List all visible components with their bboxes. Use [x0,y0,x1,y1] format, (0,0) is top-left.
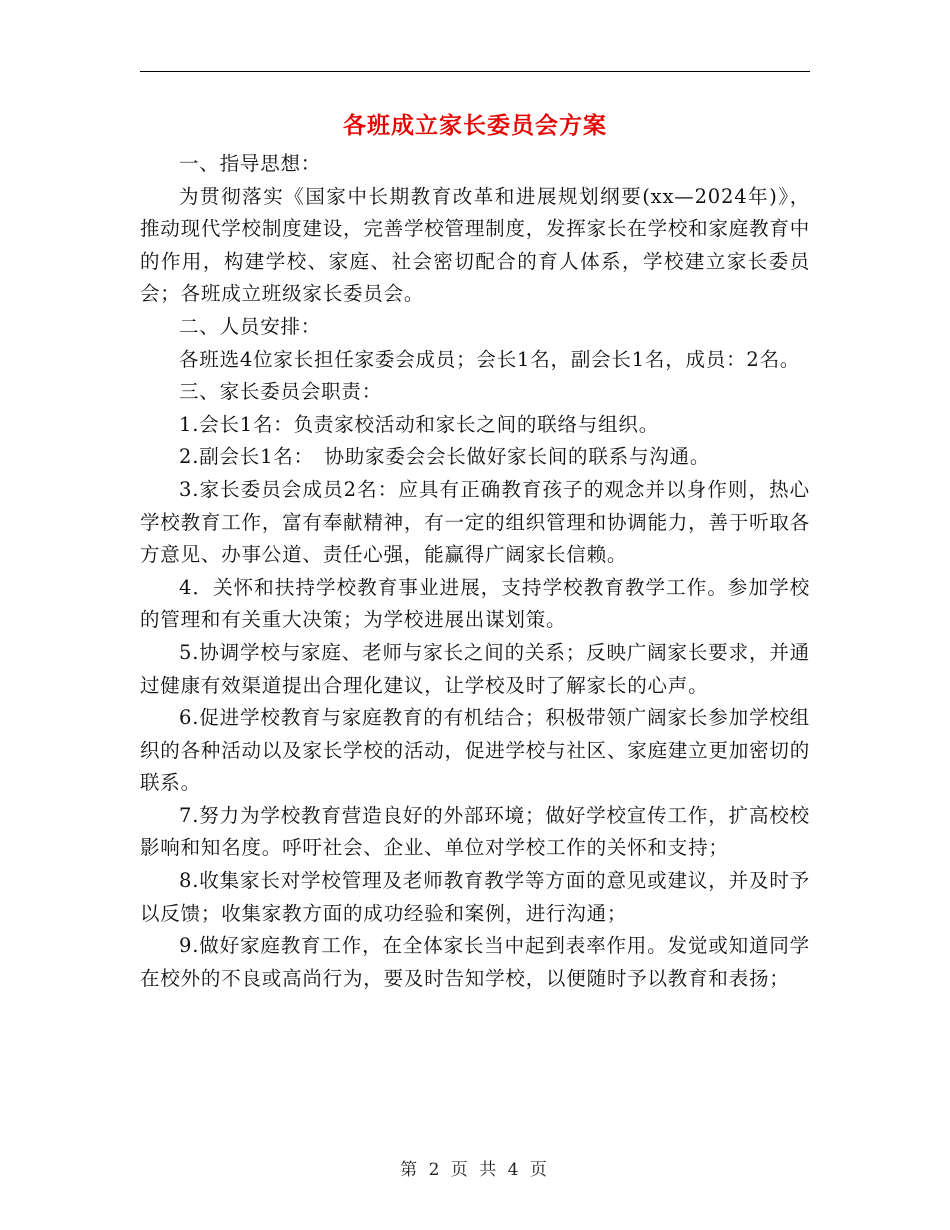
section-heading-staffing: 二、人员安排： [179,314,322,338]
document-body [140,148,810,995]
duty-item-2: 2.副会长1名： 协助家委会会长做好家长间的联系与沟通。 [179,445,711,469]
duty-item-7: 7.努力为学校教育营造良好的外部环境；做好学校宣传工作，扩高校校影响和知名度。呼吁社会、企业、单位对学校工作的关怀和支持； [140,803,810,860]
duty-item-8: 8.收集家长对学校管理及老师教育教学等方面的意见或建议，并及时予以反馈；收集家教方面的成功经验和案例，进行沟通； [140,869,810,925]
duty-item-1: 1.会长1名：负责家校活动和家长之间的联络与组织。 [179,412,660,436]
duty-item-3: 3.家长委员会成员2名：应具有正确教育孩子的观念并以身作则，热心学校教育工作，富有奉献精神，有一定的组织管理和协调能力，善于听取各方意见、办事公道、责任心强，能赢得广阔家长信赖。 [140,477,810,567]
paragraph-guiding-ideology: 为贯彻落实《国家中长期教育改革和进展规划纲要(xx—2024年)》，推动现代学校制度建设，完善学校管理制度，发挥家长在学校和家庭教育中的作用，构建学校、家庭、社会密切配合的育人体系，学校建立家长委员会；各班成立班级家长委员会。 [140,184,810,306]
document-title: 各班成立家长委员会方案 [343,112,607,139]
duty-item-5: 5.协调学校与家庭、老师与家长之间的关系；反映广阔家长要求，并通过健康有效渠道提出合理化建议，让学校及时了解家长的心声。 [140,640,810,697]
page-number: 第 2 页 共 4 页 [400,1160,550,1180]
duty-item-4: 4．关怀和扶持学校教育事业进展，支持学校教育教学工作。参加学校的管理和有关重大决策；为学校进展出谋划策。 [140,575,810,632]
duty-item-6: 6.促进学校教育与家庭教育的有机结合；积极带领广阔家长参加学校组织的各种活动以及家长学校的活动，促进学校与社区、家庭建立更加密切的联系。 [140,706,810,795]
header-rule [140,71,810,72]
paragraph-staffing: 各班选4位家长担任家委会成员；会长1名，副会长1名，成员：2名。 [179,347,801,371]
section-heading-duties: 三、家长委员会职责： [179,380,383,404]
section-heading-guiding-ideology: 一、指导思想： [179,152,322,175]
duty-item-9: 9.做好家庭教育工作，在全体家长当中起到表率作用。发觉或知道同学在校外的不良或高尚行为，要及时告知学校，以便随时予以教育和表扬； [140,934,810,990]
